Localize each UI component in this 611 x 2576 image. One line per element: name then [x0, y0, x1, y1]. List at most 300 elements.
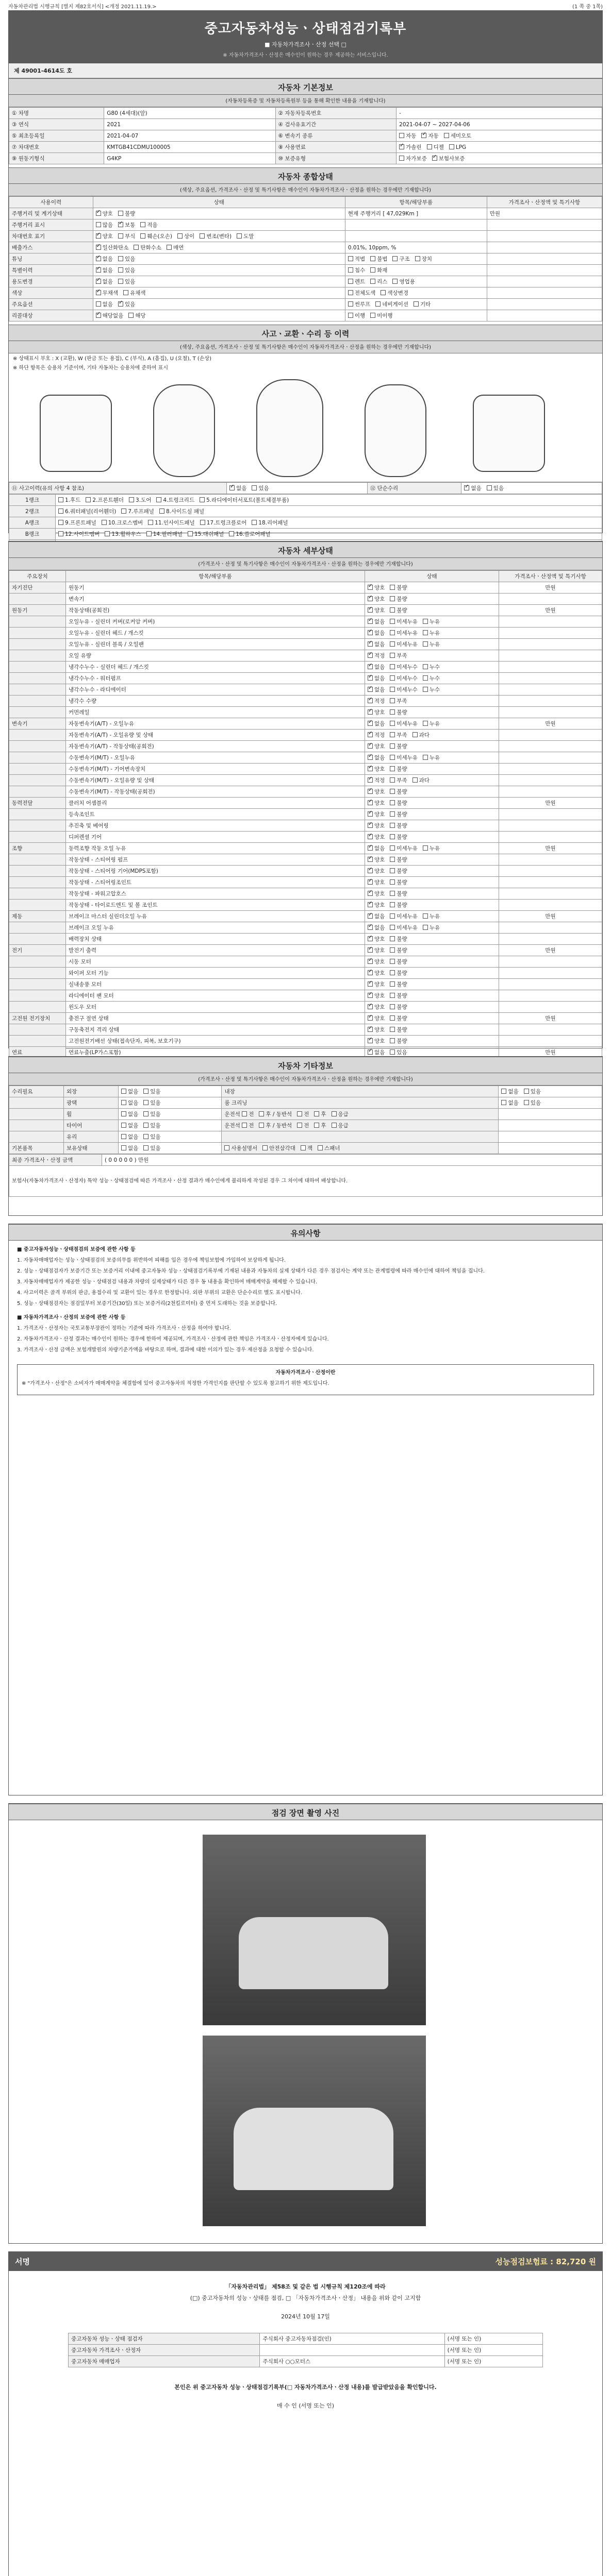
car-front-diagram [153, 384, 215, 477]
checkbox-icon [390, 1027, 395, 1032]
checkbox-icon [390, 585, 395, 590]
part-status [365, 662, 499, 673]
checkbox-icon [423, 925, 428, 930]
item-value [93, 310, 345, 321]
checkbox-icon [390, 970, 395, 975]
item-label: 차대번호 표기 [9, 231, 93, 242]
detail-row [9, 707, 602, 718]
checkbox-icon [368, 732, 373, 737]
checkbox-icon [368, 970, 373, 975]
status-legend-sub: ※ 하단 항목은 승용차 기준이며, 기타 자동차는 승용차에 준하여 표시 [13, 365, 168, 371]
device-label [9, 809, 66, 820]
item-label: ⑪ 사고이력(유의 사항 4 참조) [9, 483, 227, 494]
price-note: 만원 [499, 718, 602, 730]
device-label [9, 979, 66, 990]
detail-row [9, 684, 602, 696]
device-label [9, 934, 66, 945]
checkbox-option: 불량 [390, 743, 407, 750]
title-banner [9, 11, 602, 63]
checkbox-option: ✓ 양호 [368, 789, 385, 795]
checkbox-option: 후 [314, 1111, 326, 1117]
checkbox-icon [58, 531, 63, 536]
accident-summary-row [9, 483, 602, 494]
checkbox-icon [390, 857, 395, 862]
signature-table [68, 2333, 543, 2367]
checkbox-option: 불량 [390, 993, 407, 999]
detail-row [9, 888, 602, 900]
part-label: 디퍼렌셜 기어 [66, 832, 365, 843]
law-line-1: 「자동차관리법」 제58조 및 같은 법 시행규칙 제120조에 따라 [225, 2283, 386, 2290]
signer-field: 주식회사 ○○모터스 [260, 2356, 444, 2367]
checkbox-option: 누수 [423, 675, 440, 682]
device-label [9, 764, 66, 775]
checkbox-icon [390, 902, 395, 907]
item-value [227, 483, 368, 494]
part-label: 냉각수누수 - 실린더 헤드 / 개스킷 [66, 662, 365, 673]
other-cell: 광택 [63, 1097, 118, 1109]
checkbox-option: 없음 [121, 1100, 138, 1106]
device-label: 연료 [9, 1047, 66, 1058]
part-status [365, 911, 499, 922]
checkbox-icon [423, 619, 428, 624]
checkbox-option: 누유 [423, 619, 440, 625]
accident-history-heading: 사고ㆍ교환ㆍ수리 등 이력 [9, 325, 602, 341]
price-note [499, 922, 602, 934]
part-label: 연료누출(LP가스포함) [66, 1047, 365, 1058]
column-header: 주요장치 [9, 571, 66, 582]
checkbox-option: 미세누수 [390, 687, 418, 693]
item-value [345, 276, 487, 287]
checkbox-option: ✓ 없음 [96, 279, 113, 285]
checkbox-icon [143, 1111, 148, 1116]
item-label: 색상 [9, 287, 93, 299]
price-note [499, 900, 602, 911]
part-status [365, 820, 499, 832]
part-label: 수동변속기(M/T) - 작동상태(공회전) [66, 786, 365, 798]
other-cell: 외장 [63, 1086, 118, 1097]
checkbox-option: 불량 [390, 857, 407, 863]
signature-row [69, 2345, 543, 2356]
price-note [499, 752, 602, 764]
checkbox-icon [390, 1049, 395, 1055]
checkbox-option: 과다 [412, 777, 430, 784]
checkbox-option: 네비게이션 [375, 301, 408, 308]
detail-row [9, 616, 602, 628]
checkbox-option: 렌트 [348, 279, 365, 285]
checkbox-icon [237, 233, 242, 239]
checkbox-option: 8.사이드실 패널 [159, 509, 204, 515]
detail-row [9, 877, 602, 888]
checkbox-icon [159, 509, 164, 514]
checkbox-icon [392, 279, 398, 284]
device-label [9, 888, 66, 900]
item-value [93, 253, 345, 265]
field-label: ⑥ 변속기 종류 [275, 130, 397, 142]
checkbox-icon [390, 755, 395, 760]
accident-history-note: (색상, 주요옵션, 가격조사ㆍ산정 및 특기사항은 매수인이 자동차가격조사ㆍ산정을 원하는 경우에만 기재합니다) [9, 341, 602, 353]
notes-sub1: ■ 중고자동차성능ㆍ상태점검의 보증에 관한 사항 등 [17, 1247, 136, 1252]
item-value [487, 253, 602, 265]
checkbox-icon [128, 313, 134, 318]
device-label [9, 594, 66, 605]
car-top-diagram [256, 379, 323, 477]
checkbox-icon [368, 766, 373, 771]
checkbox-option: 훼손(오손) [140, 233, 172, 240]
price-note: 만원 [499, 945, 602, 956]
checkbox-option: ✓ 양호 [368, 607, 385, 614]
device-label [9, 696, 66, 707]
price-note [499, 979, 602, 990]
other-cell [118, 1097, 222, 1109]
checkbox-option: 10.크로스멤버 [102, 520, 143, 526]
device-label [9, 707, 66, 718]
device-label [9, 854, 66, 866]
device-label [9, 877, 66, 888]
part-label: 자동변속기(A/T) - 오일누유 [66, 718, 365, 730]
checkbox-icon [297, 1123, 302, 1128]
field-value [397, 130, 602, 142]
device-label [9, 662, 66, 673]
checkbox-option: 누유 [423, 925, 440, 931]
part-status [365, 650, 499, 662]
checkbox-option: ✓ 없음 [96, 256, 113, 262]
part-label: 수동변속기(M/T) - 기어변속장치 [66, 764, 365, 775]
price-note: 만원 [499, 843, 602, 854]
checkbox-icon [423, 641, 428, 647]
price-explain-box [17, 1364, 594, 1395]
rank-parts [56, 495, 602, 506]
checkbox-icon [96, 313, 101, 318]
checkbox-icon [118, 267, 123, 273]
note-item: 1. 자동차매매업자는 성능ㆍ상태점검의 보증의무를 위반하여 피해를 입은 경우에 책임보험에 가입하여 보상하게 됩니다. [17, 1258, 286, 1263]
checkbox-option: ✓ 양호 [368, 902, 385, 908]
basic-row [9, 153, 602, 164]
checkbox-option: ✓ 없음 [368, 755, 385, 761]
checkbox-option: 불량 [390, 1004, 407, 1010]
device-label: 변속기 [9, 718, 66, 730]
field-value: - [397, 108, 602, 119]
checkbox-icon [390, 834, 395, 839]
page-count: (1 쪽 중 1쪽) [572, 4, 603, 10]
checkbox-option: ✓ 적정 [368, 777, 385, 784]
final-price-text: 보험사(자동차가격조사ㆍ산정자) 특약 성능ㆍ상태점검에 따른 가격조사ㆍ산정 결과가 매수인에게 불리하게 작성된 경우 그 차이에 대하여 배상합니다. [9, 1166, 602, 1197]
detail-row [9, 650, 602, 662]
item-value [93, 208, 345, 219]
part-label: 작동상태 - 스티어링조인트 [66, 877, 365, 888]
part-status [365, 798, 499, 809]
checkbox-option: 전 [297, 1123, 309, 1129]
other-row [9, 1131, 602, 1143]
checkbox-icon [390, 630, 395, 635]
other-cell: 기본품목 [9, 1143, 64, 1154]
checkbox-option: 누수 [423, 687, 440, 693]
checkbox-icon [390, 596, 395, 601]
checkbox-option: ✓ 없음 [368, 913, 385, 920]
checkbox-option: 불량 [390, 811, 407, 818]
checkbox-icon [58, 497, 63, 502]
device-label [9, 752, 66, 764]
checkbox-option: 누유 [423, 721, 440, 727]
checkbox-option: 불량 [390, 1038, 407, 1044]
checkbox-icon [143, 1123, 148, 1128]
checkbox-icon [96, 290, 101, 295]
checkbox-option: 있음 [252, 485, 269, 492]
item-value [487, 242, 602, 253]
checkbox-icon [348, 279, 353, 284]
detail-row [9, 1024, 602, 1036]
checkbox-icon [423, 630, 428, 635]
checkbox-icon [58, 509, 63, 514]
overall-row [9, 208, 602, 219]
checkbox-icon [368, 641, 373, 647]
checkbox-icon [368, 834, 373, 839]
item-value [93, 276, 345, 287]
checkbox-option: 매연 [167, 245, 184, 251]
checkbox-option: ✓ 양호 [368, 811, 385, 818]
checkbox-icon [368, 687, 373, 692]
checkbox-icon [368, 585, 373, 590]
item-value [487, 276, 602, 287]
checkbox-option: ✓ 없음 [368, 675, 385, 682]
device-label [9, 1002, 66, 1013]
checkbox-icon [423, 755, 428, 760]
other-cell [222, 1131, 499, 1143]
checkbox-option: 화재 [370, 267, 387, 274]
detail-row [9, 990, 602, 1002]
part-label: 충전구 절연 상태 [66, 1013, 365, 1024]
signature-slot: (서명 또는 인) [444, 2356, 542, 2367]
final-price-table [9, 1154, 602, 1197]
checkbox-icon [368, 698, 373, 703]
checkbox-option: ✓ 없음 [368, 619, 385, 625]
checkbox-icon [224, 1145, 229, 1150]
device-label [9, 922, 66, 934]
checkbox-option: ✓ 양호 [368, 970, 385, 976]
other-cell [499, 1086, 602, 1097]
checkbox-icon [259, 1111, 264, 1116]
checkbox-icon [390, 845, 395, 851]
price-note [499, 956, 602, 968]
checkbox-option: ✓ 없음 [368, 925, 385, 931]
checkbox-option: 불량 [390, 868, 407, 874]
checkbox-option: 후 [314, 1123, 326, 1129]
part-status [365, 673, 499, 684]
checkbox-option: 많음 [96, 222, 113, 228]
other-cell: 수리필요 [9, 1086, 64, 1097]
device-label [9, 775, 66, 786]
checkbox-icon [121, 1089, 126, 1094]
checkbox-icon [390, 925, 395, 930]
car-front-shape [239, 1917, 388, 1989]
part-status [365, 786, 499, 798]
detail-row [9, 843, 602, 854]
checkbox-option: 부족 [390, 777, 407, 784]
checkbox-icon [390, 732, 395, 737]
checkbox-icon [368, 709, 373, 715]
checkbox-icon [118, 256, 123, 261]
device-label [9, 628, 66, 639]
checkbox-option: 미이행 [370, 313, 392, 319]
signer-field: 중고자동차 매매업자 [69, 2356, 260, 2367]
signer-field: 주식회사 중고자동차점검(인) [260, 2333, 444, 2345]
price-note [499, 990, 602, 1002]
price-note [499, 696, 602, 707]
checkbox-icon [368, 664, 373, 669]
detail-row [9, 1036, 602, 1047]
checkbox-icon [390, 913, 395, 919]
column-header: 상태 [93, 197, 345, 208]
price-note [499, 809, 602, 820]
part-status [365, 1036, 499, 1047]
issue-date: 2024년 10월 17일 [281, 2313, 330, 2320]
checkbox-option: 있음 [143, 1089, 160, 1095]
checkbox-option: 미세누유 [390, 619, 418, 625]
other-cell: 유리 [63, 1131, 118, 1143]
device-label [9, 1024, 66, 1036]
checkbox-option: 미세누수 [390, 675, 418, 682]
checkbox-option: ✓ 자동 [421, 133, 438, 139]
part-label: 오일 유량 [66, 650, 365, 662]
overall-row [9, 231, 602, 242]
other-row [9, 1120, 602, 1131]
form-top-line [8, 2, 603, 10]
device-label [9, 639, 66, 650]
price-note [499, 650, 602, 662]
field-label: ③ 연식 [9, 119, 104, 130]
part-label: 시동 모터 [66, 956, 365, 968]
checkbox-icon [423, 913, 428, 919]
checkbox-option: 없음 [501, 1100, 518, 1106]
note-item: 3. 자동차매매업자가 제공한 성능ㆍ상태점검 내용과 차량의 실제상태가 다른 경우 동 내용을 확인하여 매매계약을 해제할 수 있습니다. [17, 1279, 318, 1285]
price-note [499, 594, 602, 605]
overall-status-note: (색상, 주요옵션, 가격조사ㆍ산정 및 특기사항은 매수인이 자동차가격조사ㆍ산정을 원하는 경우에만 기재합니다) [9, 184, 602, 196]
item-label: 배출가스 [9, 242, 93, 253]
checkbox-option: 잭 [301, 1145, 312, 1151]
price-note [499, 707, 602, 718]
other-cell [118, 1131, 222, 1143]
checkbox-icon [432, 156, 437, 161]
checkbox-option: ✓ 양호 [368, 800, 385, 806]
other-cell: 내장 [222, 1086, 499, 1097]
checkbox-icon [314, 1111, 319, 1116]
part-label: 발전기 출력 [66, 945, 365, 956]
part-status [365, 752, 499, 764]
checkbox-icon [96, 301, 101, 307]
other-cell [499, 1131, 602, 1143]
checkbox-icon [146, 531, 152, 536]
price-note [499, 628, 602, 639]
buyer-signature: 매 수 인 (서명 또는 인) [276, 2402, 335, 2409]
checkbox-icon [143, 1145, 148, 1150]
detail-row [9, 900, 602, 911]
checkbox-option: ✓ 없음 [368, 1049, 385, 1056]
part-status [365, 934, 499, 945]
signer-field: 중고자동차 가격조사ㆍ산정자 [69, 2345, 260, 2356]
checkbox-icon [200, 497, 205, 502]
checkbox-option: ✓ 없음 [464, 485, 481, 492]
checkbox-option: 누유 [423, 845, 440, 852]
checkbox-icon [140, 233, 145, 239]
checkbox-icon [105, 531, 110, 536]
checkbox-option: ✓ 보험사보증 [432, 156, 465, 162]
device-label: 동력전달 [9, 798, 66, 809]
checkbox-icon [368, 800, 373, 805]
checkbox-option: 자가보증 [399, 156, 427, 162]
checkbox-option: 미세누유 [390, 721, 418, 727]
price-note: 만원 [499, 582, 602, 594]
other-cell [9, 1097, 64, 1109]
detail-row [9, 1002, 602, 1013]
price-note [499, 877, 602, 888]
checkbox-icon [390, 981, 395, 987]
checkbox-option: 1.후드 [58, 497, 80, 503]
checkbox-option: 13.휠하우스 [105, 531, 141, 537]
checkbox-option: 구조 [392, 256, 409, 262]
checkbox-option: 불량 [390, 947, 407, 954]
overall-row [9, 253, 602, 265]
photo-heading: 점검 장면 촬영 사진 [9, 1804, 602, 1820]
price-option-line: ■ 자동차가격조사ㆍ산정 선택 □ [265, 41, 346, 48]
detail-row [9, 764, 602, 775]
price-explain-title: 자동차가격조사ㆍ산정이란 [275, 1370, 336, 1376]
car-rear-diagram [365, 384, 426, 477]
other-cell: 운전석 전 후 / 동반석 전 후 응급 [222, 1109, 499, 1120]
item-value [345, 299, 487, 310]
other-cell [499, 1143, 602, 1154]
checkbox-icon [348, 301, 353, 307]
part-status [365, 730, 499, 741]
note-item: 1. 가격조사ㆍ산정자는 국토교통부장관이 정하는 기준에 따라 가격조사ㆍ산정을 하여야 합니다. [17, 1326, 231, 1331]
checkbox-option: 있음 [390, 1049, 407, 1056]
other-info-section [8, 1056, 603, 1216]
checkbox-icon [370, 267, 375, 273]
rank-parts [56, 506, 602, 517]
field-label: ④ 검사유효기간 [275, 119, 397, 130]
checkbox-option: 상이 [177, 233, 194, 240]
checkbox-option: ✓ 없음 [96, 267, 113, 274]
other-info-table [9, 1086, 602, 1154]
checkbox-icon [390, 879, 395, 885]
detail-row [9, 594, 602, 605]
part-status [365, 594, 499, 605]
checkbox-icon [390, 823, 395, 828]
checkbox-option: ✓ 무채색 [96, 290, 118, 296]
checkbox-option: ✓ 없음 [368, 721, 385, 727]
checkbox-option: 누유 [423, 913, 440, 920]
final-price-label: 최종 가격조사ㆍ산정 금액 [9, 1155, 102, 1166]
checkbox-option: 있음 [118, 267, 135, 274]
checkbox-icon [129, 497, 134, 502]
checkbox-icon [368, 981, 373, 987]
checkbox-option: ✓ 가솔린 [399, 144, 421, 150]
part-label: 브레이크 마스터 실린더오일 누유 [66, 911, 365, 922]
checkbox-option: 있음 [524, 1100, 541, 1106]
part-label: 고전원전기배선 상태(접속단자, 피복, 보호기구) [66, 1036, 365, 1047]
part-label: 브레이크 오일 누유 [66, 922, 365, 934]
checkbox-option: ✓ 양호 [368, 743, 385, 750]
notes-sub2: ■ 자동차가격조사ㆍ산정의 보증에 관한 사항 등 [17, 1315, 126, 1320]
device-label [9, 900, 66, 911]
part-label: 수동변속기(M/T) - 오일누유 [66, 752, 365, 764]
checkbox-option: 사용설명서 [224, 1145, 257, 1151]
checkbox-icon [368, 743, 373, 749]
checkbox-option: 없음 [121, 1123, 138, 1129]
part-label: 오일누유 - 실린더 블록 / 오일팬 [66, 639, 365, 650]
checkbox-icon [167, 245, 172, 250]
checkbox-icon [259, 1123, 264, 1128]
checkbox-icon [143, 1100, 148, 1105]
checkbox-option: ✓ 양호 [368, 868, 385, 874]
